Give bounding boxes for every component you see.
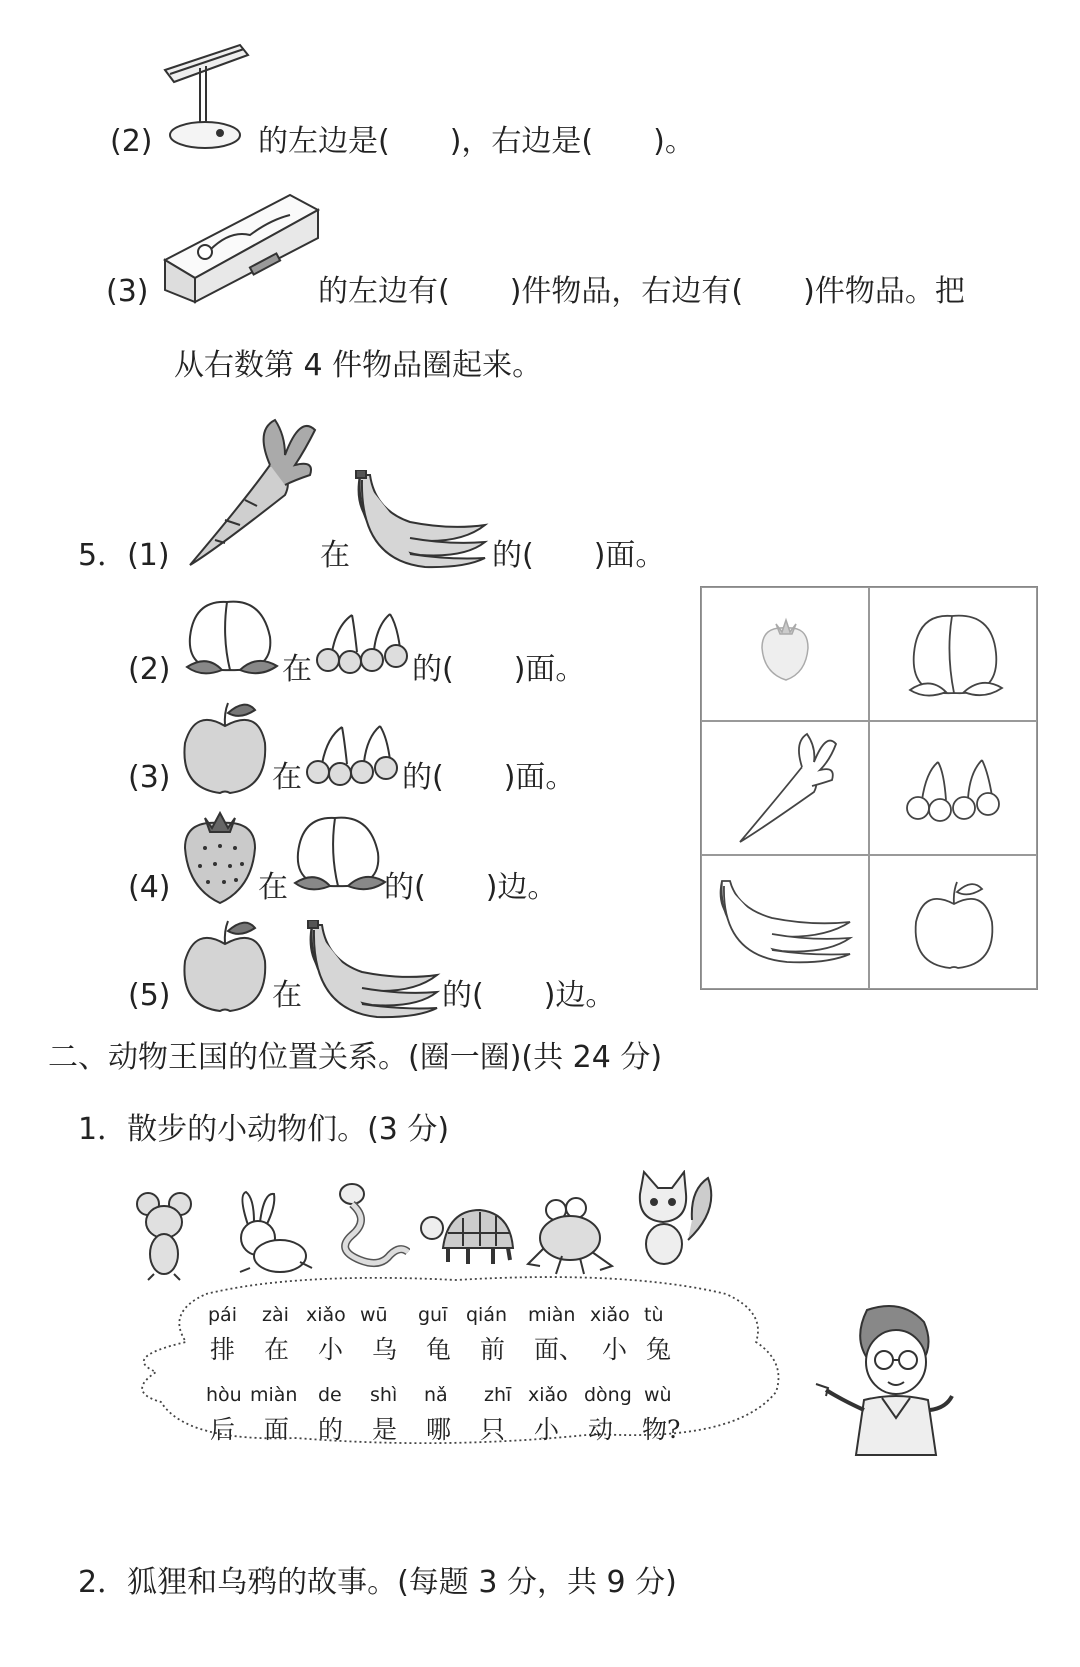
strawberry-icon [702,588,870,722]
cherries-icon [302,722,402,787]
apple-icon [180,916,270,1016]
question-tail: 的( )边。 [442,978,616,1013]
hanzi: 面、 [534,1335,585,1364]
item-number: (3) [106,274,149,309]
question-title: 1．散步的小动物们。(3 分) [78,1112,450,1147]
item-number: (2) [110,124,153,159]
question-text-continued: 从右数第 4 件物品圈起来。 [174,348,543,383]
reference-grid [700,586,1038,990]
apple-icon [870,856,1038,990]
pinyin: zhī [484,1384,512,1406]
grid-cell [701,855,869,989]
preposition-text: 在 [282,652,312,687]
grid-cell [869,721,1037,855]
pinyin: hòu [206,1384,242,1406]
cherries-icon [870,722,1038,856]
grid-cell [701,721,869,855]
grid-cell [701,587,869,721]
question-tail: 的( )面。 [402,760,576,795]
question-text: 的左边有( )件物品，右边有( )件物品。把 [318,274,965,309]
item-number: (5) [128,978,171,1013]
desk-lamp-icon [160,40,255,155]
pinyin: de [318,1384,342,1406]
pinyin: nǎ [424,1384,448,1406]
peach-icon [182,592,282,682]
pinyin: shì [370,1384,398,1406]
item-number: (4) [128,870,171,905]
hanzi: 前 [480,1335,506,1364]
pinyin: miàn [250,1384,298,1406]
hanzi: 在 [264,1335,290,1364]
preposition-text: 在 [320,538,350,573]
snake-icon [330,1180,410,1280]
cherries-icon [312,610,412,675]
item-number: (2) [128,652,171,687]
preposition-text: 在 [272,978,302,1013]
boy-character-icon [812,1300,962,1460]
grid-cell [869,587,1037,721]
pinyin: guī [418,1304,448,1326]
mouse-icon [134,1190,194,1282]
hanzi: 面 [264,1415,290,1444]
hanzi: 小 [318,1335,344,1364]
frog-icon [522,1194,617,1276]
pinyin: miàn [528,1304,576,1326]
hanzi: 排 [210,1335,236,1364]
pinyin: wù [644,1384,672,1406]
strawberry-icon [180,808,260,908]
hanzi: 小 [602,1335,628,1364]
apple-icon [180,698,270,798]
section-heading: 二、动物王国的位置关系。(圈一圈)(共 24 分) [48,1040,663,1075]
pencil-case-icon [160,190,325,305]
question-tail: 的( )面。 [412,652,586,687]
fox-icon [630,1170,720,1270]
pinyin: pái [208,1304,237,1326]
hanzi: 小 [534,1415,560,1444]
carrot-icon [702,722,870,856]
pinyin: qián [466,1304,508,1326]
turtle-icon [418,1198,518,1278]
hanzi: 哪 [426,1415,452,1444]
pinyin: xiǎo [590,1304,630,1326]
pinyin: zài [262,1304,289,1326]
pinyin: dòng [584,1384,632,1406]
bananas-icon [702,856,870,990]
question-tail: 的( )边。 [384,870,558,905]
hanzi: 只 [480,1415,506,1444]
hanzi: 兔 [646,1335,672,1364]
carrot-icon [185,410,320,570]
hanzi: 是 [372,1415,398,1444]
hanzi: 物? [642,1415,681,1444]
peach-icon [870,588,1038,722]
hanzi: 乌 [372,1335,398,1364]
hanzi: 龟 [426,1335,452,1364]
hanzi: 后 [210,1415,236,1444]
preposition-text: 在 [272,760,302,795]
question-number: 5．(1) [78,538,170,573]
pinyin: xiǎo [528,1384,568,1406]
bananas-icon [302,920,442,1020]
pinyin: xiǎo [306,1304,346,1326]
preposition-text: 在 [258,870,288,905]
pinyin: wū [360,1304,388,1326]
bananas-icon [350,470,490,570]
question-text: 的左边是( )，右边是( )。 [258,124,695,159]
grid-cell [869,855,1037,989]
question-tail: 的( )面。 [492,538,666,573]
hanzi: 的 [318,1415,344,1444]
hanzi: 动 [588,1415,614,1444]
item-number: (3) [128,760,171,795]
peach-icon [290,808,390,898]
pinyin: tù [644,1304,664,1326]
question-title: 2．狐狸和乌鸦的故事。(每题 3 分，共 9 分) [78,1565,677,1600]
rabbit-icon [220,1190,315,1280]
